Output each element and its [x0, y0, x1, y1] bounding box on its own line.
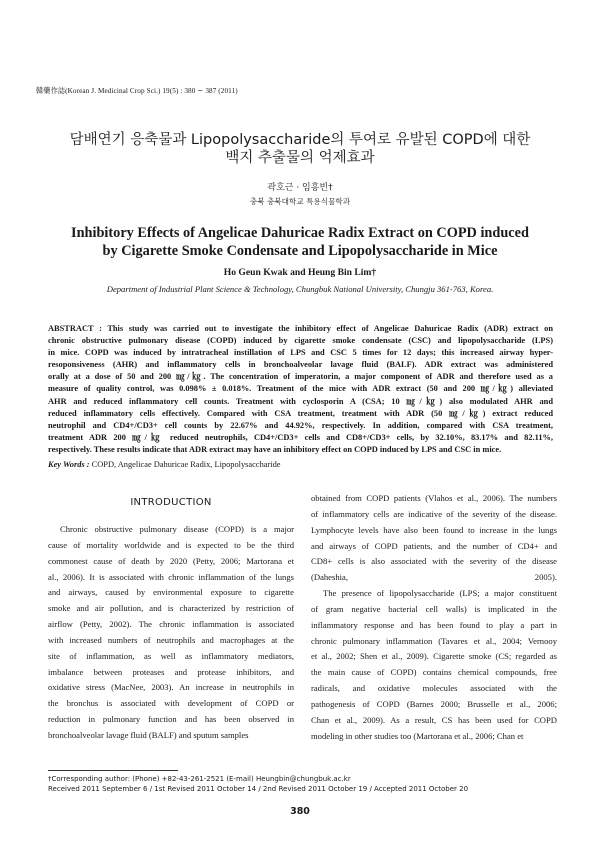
body-text-line: et al., 2002; Shen et al., 2009). Cigarette smoke (CS; regarded as — [311, 651, 557, 662]
body-text-line: imbalance between proteases and protease inhibitors, and — [48, 666, 294, 677]
keywords-label: Key Words : — [48, 460, 90, 469]
body-text-line: the bronchus is associated with development of COPD or — [48, 698, 294, 709]
body-text-line: modeling in other studies too (Martorana et al., 2006; Chan et — [311, 730, 524, 741]
body-text-line: site of inflammation, as well as inflammatory mediators, — [48, 650, 294, 661]
body-text-line: airflow (Petty, 2002). The chronic inflammation is associated — [48, 619, 294, 630]
introduction-heading: INTRODUCTION — [130, 497, 212, 508]
korean-title-line-1: 담배연기 응축물과 Lipopolysaccharide의 투여로 유발된 COPD에 대한 — [69, 132, 531, 148]
body-text-line: chronic pulmonary inflammation (Tavares et al., 2004; Vernooy — [311, 635, 557, 646]
body-text-line: Lymphocyte levels have also been found to increase in the lungs — [311, 524, 557, 535]
abstract-line: treatment ADR 200 ㎎/㎏ reduced neutrophils, CD4+/CD3+ cells and CD8+/CD3+ cells, by 32.10%, 83.17% and 82.11%, — [48, 432, 553, 442]
english-title-line-2: by Cigarette Smoke Condensate and Lipopolysaccharide in Mice — [102, 243, 498, 259]
abstract-line: measure of quality control, was 0.098% ± 0.018%. Treatment of the mice with ADR extract (50 and 200 ㎎/㎏) alleviated — [48, 384, 553, 394]
body-text-line: of gram negative bacterial cell walls) is implicated in the — [311, 603, 557, 614]
body-text-line: al., 2006). It is associated with chronic inflammation of the lungs — [48, 571, 294, 582]
english-title-line-1: Inhibitory Effects of Angelicae Dahuricae Radix Extract on COPD induced — [71, 225, 529, 241]
abstract-line: AHR and reduced inflammatory cell counts. Treatment with cyclosporin A (CSA; 10 ㎎/㎏) also modulated AHR and — [48, 396, 553, 406]
keywords — [48, 460, 281, 469]
body-text-line: cause of mortality worldwide and is expected to be the third — [48, 539, 294, 550]
body-text-line: bronchoalveolar lavage fluid (BALF) and sputum samples — [48, 729, 249, 740]
body-text-line: reduction in pulmonary function and has been observed in — [48, 714, 294, 725]
left-column-body — [48, 522, 294, 744]
body-text-line: oxidative stress (MacNee, 2003). An increase in neutrophils in — [48, 682, 294, 693]
body-text-line: radicals, and oxidative molecules associated with the — [311, 683, 557, 694]
page-number: 380 — [290, 806, 310, 817]
english-authors: Ho Geun Kwak and Heung Bin Lim† — [223, 267, 377, 278]
journal-citation: 韓藥作誌(Korean J. Medicinal Crop Sci.) 19(5) : 380 ∼ 387 (2011) — [36, 87, 238, 95]
abstract-line: neutrophil and CD4+/CD3+ cell counts by 22.67% and 44.92%, respectively. In addition, compared with CSA treatment, — [48, 420, 553, 430]
body-text-line: and airways of COPD patients, and the number of CD4+ and — [311, 540, 557, 551]
body-text-line: pathogenesis of COPD (Barnes 2000; Brusselle et al., 2006; — [311, 698, 557, 709]
body-text-line: Chronic obstructive pulmonary disease (COPD) is a major — [60, 524, 294, 534]
body-text-line: The presence of lipopolysaccharide (LPS; a major constituent — [323, 588, 557, 599]
abstract-line: in mice. COPD was induced by intratracheal instillation of LPS and CSC 5 times for 12 days; this increased airway hyper- — [48, 348, 553, 358]
received-dates-footnote: Received 2011 September 6 / 1st Revised 2011 October 14 / 2nd Revised 2011 October 19 / Accepted 2011 October 20 — [48, 785, 469, 793]
korean-title-line-2: 백지 추출물의 억제효과 — [225, 150, 375, 166]
abstract-line: chronic obstructive pulmonary disease (COPD) induced by cigarette smoke condensate (CSC) and lipopolysaccharide (LPS) — [48, 336, 553, 346]
body-text-line: (Daheshia, 2005). — [311, 572, 557, 583]
body-text-line: obtained from COPD patients (Vlahos et al., 2006). The numbers — [311, 493, 557, 503]
right-column-body — [311, 491, 557, 745]
body-text-line: Chan et al., 2009). As a result, CS has been used for COPD — [311, 714, 557, 725]
abstract-line: resoponsiveness (AHR) and inflammatory cells in bronchoalveolar lavage fluid (BALF). ADR extract was administered — [48, 360, 553, 370]
body-text-line: inflammatory response and has been found to play a part in — [311, 619, 557, 630]
korean-authors: 곽호근 · 임흥빈† — [267, 183, 333, 193]
corresponding-author-footnote: †Corresponding author: (Phone) +82-43-261-2521 (E-mail) Heungbin@chungbuk.ac.kr — [48, 775, 351, 783]
korean-affiliation: 충북 충북대학교 특용식물학과 — [249, 197, 351, 206]
body-text-line: of inflammatory cells are indicative of the severity of the disease. — [311, 508, 557, 519]
abstract-line: respectively. These results indicate that ADR extract may have an inhibitory effect on COPD induced by LPS and CSC in mice. — [48, 444, 502, 454]
body-text-line: the main cause of COPD) contains chemical compounds, free — [311, 667, 557, 678]
body-text-line: smoke and air pollution, and is characterized by restriction of — [48, 603, 294, 614]
body-text-line: commonest cause of death by 2020 (Petty, 2006; Martorana et — [48, 555, 294, 566]
abstract-line: ABSTRACT : This study was carried out to investigate the inhibitory effect of Angelicae Dahuricae Radix (ADR) extract on — [48, 324, 553, 333]
body-text-line: and airways, caused by environmental exposure to cigarette — [48, 587, 294, 598]
english-affiliation: Department of Industrial Plant Science & Technology, Chungbuk National University, Chungju 361-763, Korea. — [106, 284, 494, 294]
abstract-line: orally at a dose of 50 and 200 ㎎/㎏. The concentration of imperatorin, a major component of ADR and therefore used as a — [48, 372, 553, 382]
body-text-line: CD8+ cells is also associated with the severity of the disease — [311, 556, 557, 567]
abstract — [48, 323, 553, 456]
keywords-list: COPD, Angelicae Dahuricae Radix, Lipopolysaccharide — [91, 460, 281, 469]
abstract-line: reduced inflammatory cells effectively. Compared with CSA treatment, treatment with ADR (50 ㎎/㎏) extract reduced — [48, 408, 553, 418]
body-text-line: with increased numbers of neutrophils and macrophages at the — [48, 634, 294, 645]
footnote-rule — [48, 770, 178, 771]
